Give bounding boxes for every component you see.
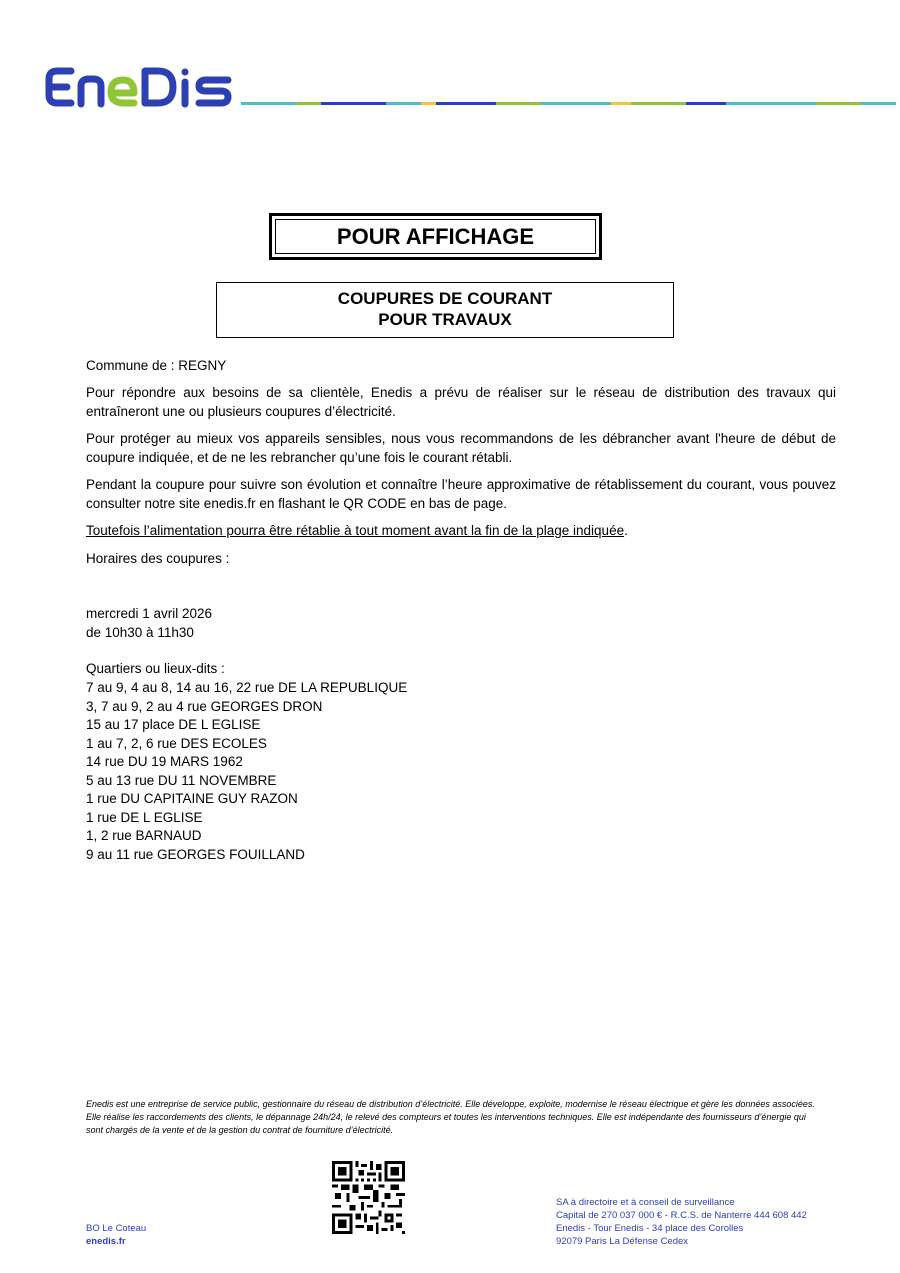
advice-paragraph: Pour protéger au mieux vos appareils sensibles, nous vous recommandons de les débrancher avant l'heure de début de coupure indiquée, et de ne les rebrancher qu’une fois le courant rétabli. — [86, 431, 836, 465]
outage-date: mercredi 1 avril 2026 — [86, 606, 213, 621]
restoration-note-end: . — [624, 523, 628, 538]
outage-heading-box — [216, 282, 674, 338]
list-item: 3, 7 au 9, 2 au 4 rue GEORGES DRON — [86, 698, 323, 714]
display-notice-box — [269, 213, 602, 260]
enedis-logo — [44, 64, 234, 110]
list-item: 1 rue DU CAPITAINE GUY RAZON — [86, 791, 298, 806]
schedule-label: Horaires des coupures : — [86, 551, 230, 566]
list-item: 14 rue DU 19 MARS 1962 — [86, 754, 243, 769]
outage-heading-line1: COUPURES DE COURANT — [337, 289, 553, 308]
company-info — [556, 1196, 807, 1248]
list-item: 1, 2 rue BARNAUD — [86, 828, 202, 843]
office-name: BO Le Coteau — [86, 1223, 147, 1234]
list-item: 1 au 7, 2, 6 rue DES ECOLES — [86, 735, 267, 751]
company-line: Enedis - Tour Enedis - 34 place des Corolles — [556, 1223, 744, 1234]
outage-time: de 10h30 à 11h30 — [86, 625, 194, 640]
restoration-note-underlined: Toutefois l’alimentation pourra être rétablie à tout moment avant la fin de la plage indiquée — [86, 523, 625, 538]
office-block — [86, 1222, 146, 1248]
company-line: 92079 Paris La Défense Cedex — [556, 1236, 689, 1247]
commune-line: Commune de : REGNY — [86, 358, 227, 373]
intro-paragraph: Pour répondre aux besoins de sa clientèle, Enedis a prévu de réaliser sur le réseau de distribution des travaux qui entraîneront une ou plusieurs coupures d’électricité. — [86, 385, 836, 419]
qr-info-paragraph: Pendant la coupure pour suivre son évolution et connaître l’heure approximative de rétablissement du courant, vous pouvez consulter notre site enedis.fr en flashant le QR CODE en bas de page. — [86, 477, 836, 511]
header-stripe — [241, 102, 896, 105]
places-list — [86, 679, 836, 864]
list-item: 15 au 17 place DE L EGLISE — [86, 717, 261, 732]
outage-heading-line2: POUR TRAVAUX — [378, 310, 512, 329]
company-line: Capital de 270 037 000 € - R.C.S. de Nanterre 444 608 442 — [556, 1210, 807, 1221]
list-item: 5 au 13 rue DU 11 NOVEMBRE — [86, 772, 277, 788]
qr-code[interactable] — [332, 1161, 405, 1234]
list-item: 9 au 11 rue GEORGES FOUILLAND — [86, 846, 305, 862]
list-item: 7 au 9, 4 au 8, 14 au 16, 22 rue DE LA REPUBLIQUE — [86, 680, 408, 695]
restoration-note — [86, 522, 836, 541]
legal-notice: Enedis est une entreprise de service public, gestionnaire du réseau de distribution d’électricité. Elle développe, exploite, modernise le réseau électrique et gère les données associées. Elle réalise les raccordements des clients, le dépannage 24h/24, le relevé des compteurs et toutes les interventions techniques. Elle est indépendante des fournisseurs d’énergie qui sont chargés de la vente et de la gestion du contrat de fourniture d’électricité. — [86, 1099, 815, 1135]
list-item: 1 rue DE L EGLISE — [86, 809, 203, 825]
company-line: SA à directoire et à conseil de surveillance — [556, 1197, 735, 1208]
display-notice-title: POUR AFFICHAGE — [275, 219, 596, 254]
website-link[interactable]: enedis.fr — [86, 1236, 126, 1247]
places-label: Quartiers ou lieux-dits : — [86, 661, 225, 676]
